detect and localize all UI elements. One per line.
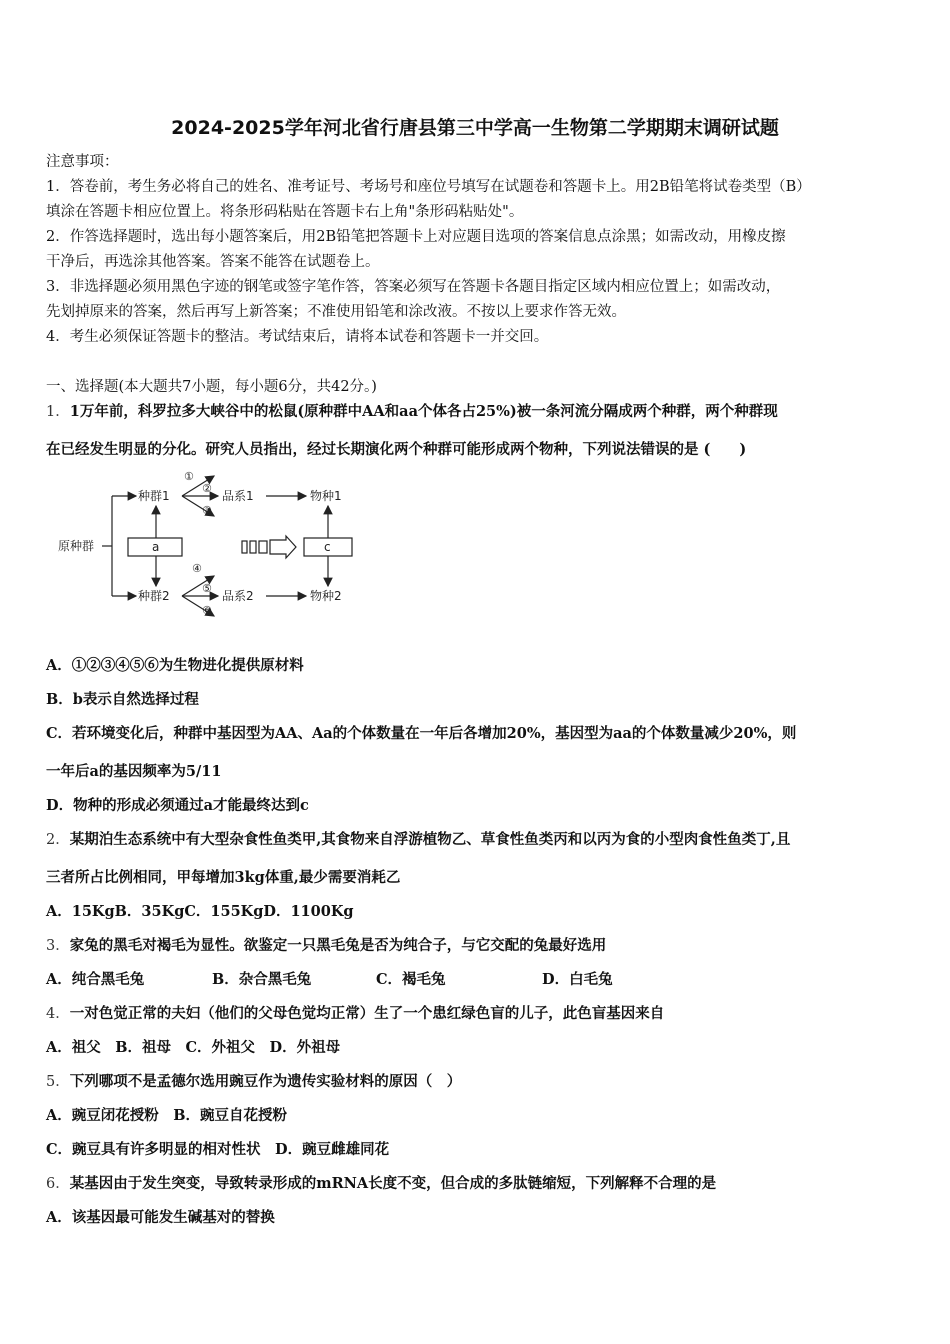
question-2-cont: 三者所占比例相同，甲每增加3kg体重,最少需要消耗乙 <box>46 869 401 886</box>
b-block <box>242 541 247 553</box>
page-title: 2024-2025学年河北省行唐县第三中学高一生物第二学期期末调研试题 <box>171 117 779 139</box>
notice-line: 填涂在答题卡相应位置上。将条形码粘贴在答题卡右上角"条形码粘贴处"。 <box>46 204 524 220</box>
question-number: 4． <box>46 1006 70 1022</box>
question-5-options-cd: C．豌豆具有许多明显的相对性状 D．豌豆雌雄同花 <box>46 1141 390 1158</box>
label-species1: 物种1 <box>310 489 342 503</box>
question-stem: 1万年前，科罗拉多大峡谷中的松鼠(原种群中AA和aa个体各占25%)被一条河流分隔成两个种群，两个种群现 <box>69 403 778 420</box>
speciation-diagram <box>56 468 356 628</box>
circle-label: ④ <box>192 562 202 575</box>
question-3 <box>46 936 908 956</box>
option-b: B．杂合黑毛兔 <box>212 971 312 988</box>
question-2 <box>46 830 908 850</box>
b-arrow-shape <box>270 536 296 558</box>
question-1-cont: 在已经发生明显的分化。研究人员指出，经过长期演化两个种群可能形成两个物种，下列说法错误的是 ( ) <box>46 441 747 458</box>
label-pop2: 种群2 <box>138 589 170 603</box>
label-box-a: a <box>152 540 160 554</box>
option-a: A．该基因最可能发生碱基对的替换 <box>46 1209 275 1226</box>
option-c: C．若环境变化后，种群中基因型为AA、Aa的个体数量在一年后各增加20%，基因型为aa的个体数量减少20%，则 <box>46 725 797 742</box>
notice-heading: 注意事项： <box>46 154 119 170</box>
notice-line: 先划掉原来的答案，然后再写上新答案；不准使用铅笔和涂改液。不按以上要求作答无效。 <box>46 304 626 320</box>
circle-label: ② <box>202 482 212 495</box>
question-stem: 一对色觉正常的夫妇（他们的父母色觉均正常）生了一个患红绿色盲的儿子，此色盲基因来自 <box>69 1005 665 1022</box>
question-stem: 下列哪项不是孟德尔选用豌豆作为遗传实验材料的原因（ ） <box>69 1073 462 1090</box>
label-origin: 原种群 <box>58 539 95 553</box>
question-stem: 某期泊生态系统中有大型杂食性鱼类甲,其食物来自浮游植物乙、草食性鱼类丙和以丙为食的小型肉食性鱼类丁,且 <box>69 831 791 848</box>
option-c-cont: 一年后a的基因频率为5/11 <box>46 763 222 780</box>
label-pop1: 种群1 <box>138 489 170 503</box>
notice-line: 1．答卷前，考生务必将自己的姓名、准考证号、考场号和座位号填写在试题卷和答题卡上。用2B铅笔将试卷类型（B） <box>46 179 811 195</box>
b-block <box>250 541 256 553</box>
notice-line: 2．作答选择题时，选出每小题答案后，用2B铅笔把答题卡上对应题目选项的答案信息点涂黑；如需改动，用橡皮擦 <box>46 229 786 245</box>
label-species2: 物种2 <box>310 589 342 603</box>
notice-line: 4．考生必须保证答题卡的整洁。考试结束后，请将本试卷和答题卡一并交回。 <box>46 329 549 345</box>
option-b: B．b表示自然选择过程 <box>46 691 199 708</box>
label-strain1: 品系1 <box>222 489 254 503</box>
option-d: D．物种的形成必须通过a才能最终达到c <box>46 797 309 814</box>
circle-label: ① <box>184 470 194 483</box>
question-number: 6． <box>46 1176 70 1192</box>
question-stem: 家兔的黑毛对褐毛为显性。欲鉴定一只黑毛兔是否为纯合子，与它交配的兔最好选用 <box>69 937 607 954</box>
circle-label: ⑥ <box>202 604 212 617</box>
label-strain2: 品系2 <box>222 589 254 603</box>
question-4-options: A．祖父 B．祖母 C．外祖父 D．外祖母 <box>46 1039 341 1056</box>
option-a: A．①②③④⑤⑥为生物进化提供原材料 <box>46 657 304 674</box>
question-2-options: A．15KgB．35KgC．155KgD．1100Kg <box>46 903 354 920</box>
section-heading: 一、选择题(本大题共7小题，每小题6分，共42分。) <box>46 379 377 395</box>
question-1 <box>46 402 908 422</box>
question-3-options <box>46 970 908 990</box>
option-a: A．纯合黑毛兔 <box>46 971 145 988</box>
question-5 <box>46 1072 908 1092</box>
question-number: 2． <box>46 832 70 848</box>
question-number: 3． <box>46 938 70 954</box>
question-5-options-ab: A．豌豆闭花授粉 B．豌豆自花授粉 <box>46 1107 288 1124</box>
question-number: 1． <box>46 404 70 420</box>
circle-label: ⑤ <box>202 582 212 595</box>
circle-label: ③ <box>202 504 212 517</box>
question-4 <box>46 1004 908 1024</box>
label-box-c: c <box>324 540 331 554</box>
notice-line: 3．非选择题必须用黑色字迹的钢笔或签字笔作答，答案必须写在答题卡各题目指定区域内相应位置上；如需改动， <box>46 279 781 295</box>
option-d: D．白毛兔 <box>542 971 613 988</box>
b-block <box>259 541 267 553</box>
question-6 <box>46 1174 908 1194</box>
notice-line: 干净后，再选涂其他答案。答案不能答在试题卷上。 <box>46 254 380 270</box>
option-c: C．褐毛兔 <box>376 971 446 988</box>
question-stem: 某基因由于发生突变，导致转录形成的mRNA长度不变，但合成的多肽链缩短，下列解释不合理的是 <box>69 1175 717 1192</box>
question-number: 5． <box>46 1074 70 1090</box>
